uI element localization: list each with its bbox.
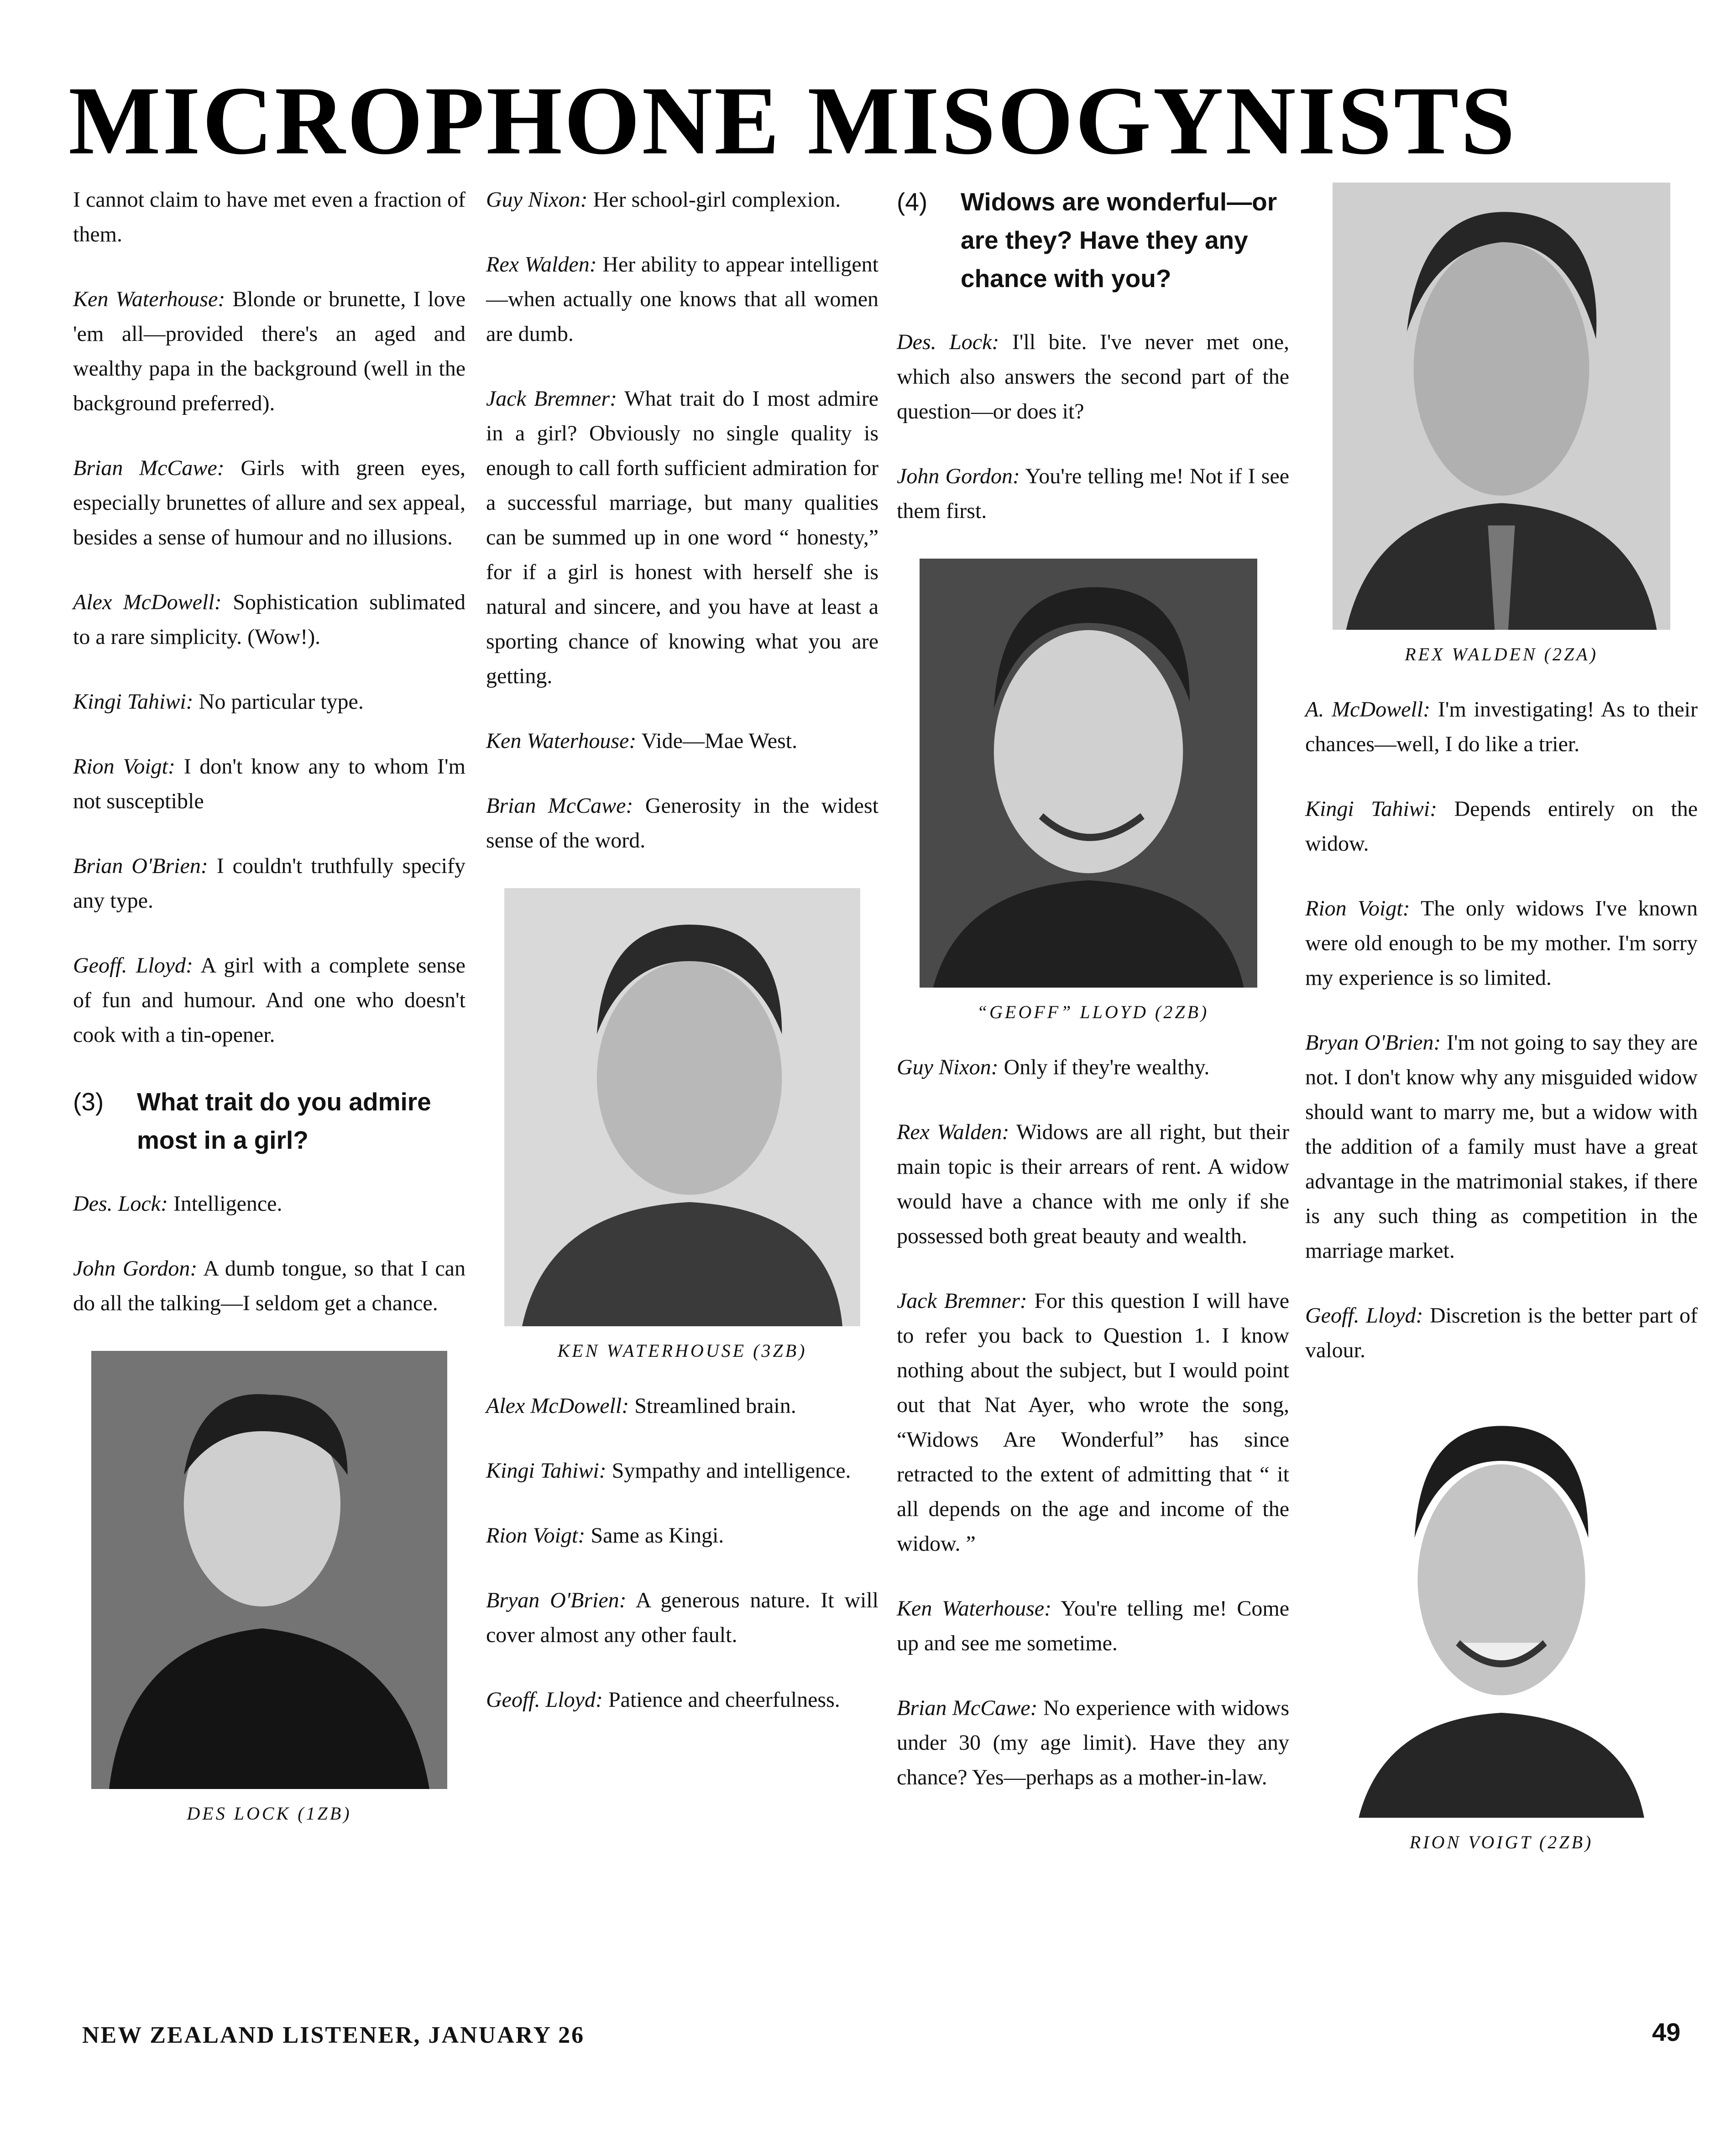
answer-paragraph xyxy=(486,789,878,858)
speaker-name: Geoff. Lloyd: xyxy=(1305,1303,1423,1328)
answer-paragraph xyxy=(1305,1025,1698,1268)
answer-text: I'll bite. I've never met one, which also answers the second part of the question—or does it? xyxy=(897,330,1290,424)
answer-paragraph xyxy=(897,1050,1289,1085)
answer-paragraph xyxy=(73,1187,465,1221)
answer-paragraph xyxy=(73,282,465,421)
answer-text: Discretion is the better part of valour. xyxy=(1305,1303,1698,1362)
answer-text: You're telling me! Not if I see them first. xyxy=(897,464,1289,523)
answer-paragraph xyxy=(73,1251,465,1321)
answer-paragraph xyxy=(486,382,878,694)
speaker-name: Rion Voigt: xyxy=(486,1523,586,1548)
question-number: (4) xyxy=(897,188,928,216)
speaker-name: Kingi Tahiwi: xyxy=(486,1459,607,1483)
portrait-image xyxy=(1333,183,1670,630)
answer-paragraph xyxy=(1305,1298,1698,1368)
answer-text: Widows are all right, but their main topic is their arrears of rent. A widow would have a chance with me only if she possessed both great beauty and wealth. xyxy=(897,1120,1289,1248)
column-1 xyxy=(73,183,465,1852)
portrait-photo xyxy=(1333,183,1670,630)
answer-paragraph xyxy=(486,183,878,217)
question-number: (3) xyxy=(73,1088,104,1116)
question-text: What trait do you admire most in a girl? xyxy=(137,1088,431,1154)
speaker-name: Bryan O'Brien: xyxy=(486,1588,627,1612)
answer-paragraph xyxy=(73,451,465,555)
answer-text: The only widows I've known were old enough to be my mother. I'm sorry my experience is so limited. xyxy=(1305,896,1698,990)
answer-paragraph xyxy=(73,749,465,819)
answer-text: No particular type. xyxy=(199,690,364,714)
column-4 xyxy=(1305,183,1698,1880)
answer-paragraph xyxy=(897,1284,1289,1561)
speaker-name: Brian O'Brien: xyxy=(73,854,208,878)
answer-paragraph xyxy=(1305,692,1698,762)
speaker-name: Kingi Tahiwi: xyxy=(1305,797,1438,821)
answer-text: Same as Kingi. xyxy=(591,1523,724,1548)
photo-caption: RION VOIGT (2ZB) xyxy=(1409,1832,1594,1852)
speaker-name: Des. Lock: xyxy=(897,330,999,354)
photo-caption: DES LOCK (1ZB) xyxy=(187,1803,352,1824)
answer-text: What trait do I most admire in a girl? Obviously no single quality is enough to call forth sufficient admiration for a successful marriage, but many qualities can be summed up in one word “ honesty,” for if a girl is honest with herself she is natural and sincere, and you have at least a sporting chance of knowing what you are getting. xyxy=(486,387,878,688)
answer-paragraph xyxy=(1305,891,1698,995)
question-heading xyxy=(73,1083,465,1159)
answer-text: Blonde or brunette, I love 'em all—provided there's an aged and wealthy papa in the background (well in the background preferred). xyxy=(73,287,465,415)
answer-text: A dumb tongue, so that I can do all the talking—I seldom get a chance. xyxy=(73,1256,465,1315)
speaker-name: Guy Nixon: xyxy=(486,188,588,212)
speaker-name: John Gordon: xyxy=(897,464,1020,488)
speaker-name: Kingi Tahiwi: xyxy=(73,690,193,714)
speaker-name: Brian McCawe: xyxy=(73,456,225,480)
speaker-name: Geoff. Lloyd: xyxy=(486,1688,603,1712)
portrait-photo xyxy=(91,1351,447,1789)
answer-text: Intelligence. xyxy=(173,1192,282,1216)
page-number: 49 xyxy=(1652,2018,1681,2046)
speaker-name: Ken Waterhouse: xyxy=(73,287,225,311)
portrait-image xyxy=(91,1351,447,1789)
portrait-image xyxy=(920,559,1257,988)
answer-text: Depends entirely on the widow. xyxy=(1305,797,1698,856)
answer-paragraph xyxy=(897,1115,1289,1254)
photo-caption: “GEOFF” LLOYD (2ZB) xyxy=(977,1002,1209,1022)
answer-paragraph xyxy=(1305,792,1698,861)
answer-text: Girls with green eyes, especially brunettes of allure and sex appeal, besides a sense of humour and no illusions. xyxy=(73,456,465,549)
question-heading xyxy=(897,183,1289,298)
answer-text: Generosity in the widest sense of the word. xyxy=(486,794,879,853)
portrait-photo xyxy=(1346,1398,1657,1818)
answer-paragraph xyxy=(73,948,465,1052)
answer-paragraph xyxy=(897,1691,1289,1795)
answer-text: You're telling me! Come up and see me sometime. xyxy=(897,1596,1290,1655)
speaker-name: Geoff. Lloyd: xyxy=(73,953,193,978)
speaker-name: Guy Nixon: xyxy=(897,1055,999,1079)
answer-text: Her ability to appear intelligent—when actually one knows that all women are dumb. xyxy=(486,252,879,346)
answer-paragraph xyxy=(897,325,1289,429)
answer-paragraph xyxy=(73,849,465,918)
answer-paragraph xyxy=(73,685,465,719)
speaker-name: Rex Walden: xyxy=(897,1120,1009,1144)
speaker-name: Alex McDowell: xyxy=(486,1394,629,1418)
speaker-name: Jack Bremner: xyxy=(897,1289,1027,1313)
publication-footer: NEW ZEALAND LISTENER, JANUARY 26 xyxy=(82,2022,585,2048)
answer-text: Vide—Mae West. xyxy=(641,729,798,753)
column-2 xyxy=(486,183,878,1747)
answer-text: I couldn't truthfully specify any type. xyxy=(73,854,466,913)
speaker-name: Rion Voigt: xyxy=(1305,896,1410,921)
answer-paragraph xyxy=(486,1583,878,1653)
answer-text: I'm investigating! As to their chances—well, I do like a trier. xyxy=(1305,697,1698,756)
portrait-photo xyxy=(920,559,1257,988)
speaker-name: Rex Walden: xyxy=(486,252,597,277)
answer-paragraph xyxy=(897,459,1289,528)
answer-text: No experience with widows under 30 (my age limit). Have they any chance? Yes—perhaps as a mother-in-law. xyxy=(897,1696,1290,1789)
answer-paragraph xyxy=(486,247,878,351)
question-text: Widows are wonderful—or are they? Have they any chance with you? xyxy=(961,188,1277,293)
speaker-name: Bryan O'Brien: xyxy=(1305,1030,1441,1055)
intro-paragraph: I cannot claim to have met even a fraction of them. xyxy=(73,188,465,246)
speaker-name: Jack Bremner: xyxy=(486,387,617,411)
answer-paragraph xyxy=(486,724,878,758)
answer-text: A girl with a complete sense of fun and humour. And one who doesn't cook with a tin-opener. xyxy=(73,953,465,1047)
answer-paragraph xyxy=(73,585,465,654)
answer-paragraph xyxy=(486,1389,878,1423)
headline: MICROPHONE MISOGYNISTS xyxy=(68,67,1517,175)
portrait-image xyxy=(1346,1398,1657,1818)
answer-text: I don't know any to whom I'm not susceptible xyxy=(73,754,466,813)
speaker-name: Rion Voigt: xyxy=(73,754,175,779)
answer-text: Sophistication sublimated to a rare simplicity. (Wow!). xyxy=(73,590,465,649)
speaker-name: Des. Lock: xyxy=(73,1192,168,1216)
answer-paragraph xyxy=(486,1454,878,1488)
speaker-name: Ken Waterhouse: xyxy=(897,1596,1052,1621)
speaker-name: Ken Waterhouse: xyxy=(486,729,637,753)
speaker-name: Brian McCawe: xyxy=(897,1696,1038,1720)
answer-text: A generous nature. It will cover almost any other fault. xyxy=(486,1588,879,1647)
answer-paragraph xyxy=(486,1683,878,1717)
speaker-name: John Gordon: xyxy=(73,1256,198,1281)
answer-text: Sympathy and intelligence. xyxy=(612,1459,851,1483)
photo-caption: KEN WATERHOUSE (3ZB) xyxy=(557,1340,807,1361)
answer-text: For this question I will have to refer you back to Question 1. I know nothing about the subject, but I would point out that Nat Ayer, who wrote the song, “Widows Are Wonderful” has since retracted to the extent of admitting that “ it all depends on the age and income of the widow. ” xyxy=(897,1289,1290,1556)
answer-text: I'm not going to say they are not. I don't know why any misguided widow should want to marry me, but a widow with the addition of a family must have a great advantage in the matrimonial stakes, if there is any such thing as competition in the marriage market. xyxy=(1305,1030,1698,1263)
answer-paragraph xyxy=(897,1591,1289,1661)
answer-text: Streamlined brain. xyxy=(634,1394,796,1418)
photo-caption: REX WALDEN (2ZA) xyxy=(1405,644,1598,664)
portrait-photo xyxy=(504,888,860,1326)
answer-text: Patience and cheerfulness. xyxy=(608,1688,840,1712)
speaker-name: Alex McDowell: xyxy=(73,590,222,614)
answer-text: Only if they're wealthy. xyxy=(1004,1055,1210,1079)
portrait-image xyxy=(504,888,860,1326)
column-3 xyxy=(897,183,1289,1825)
answer-text: Her school-girl complexion. xyxy=(593,188,841,212)
speaker-name: Brian McCawe: xyxy=(486,794,633,818)
speaker-name: A. McDowell: xyxy=(1305,697,1431,722)
answer-paragraph xyxy=(486,1518,878,1553)
